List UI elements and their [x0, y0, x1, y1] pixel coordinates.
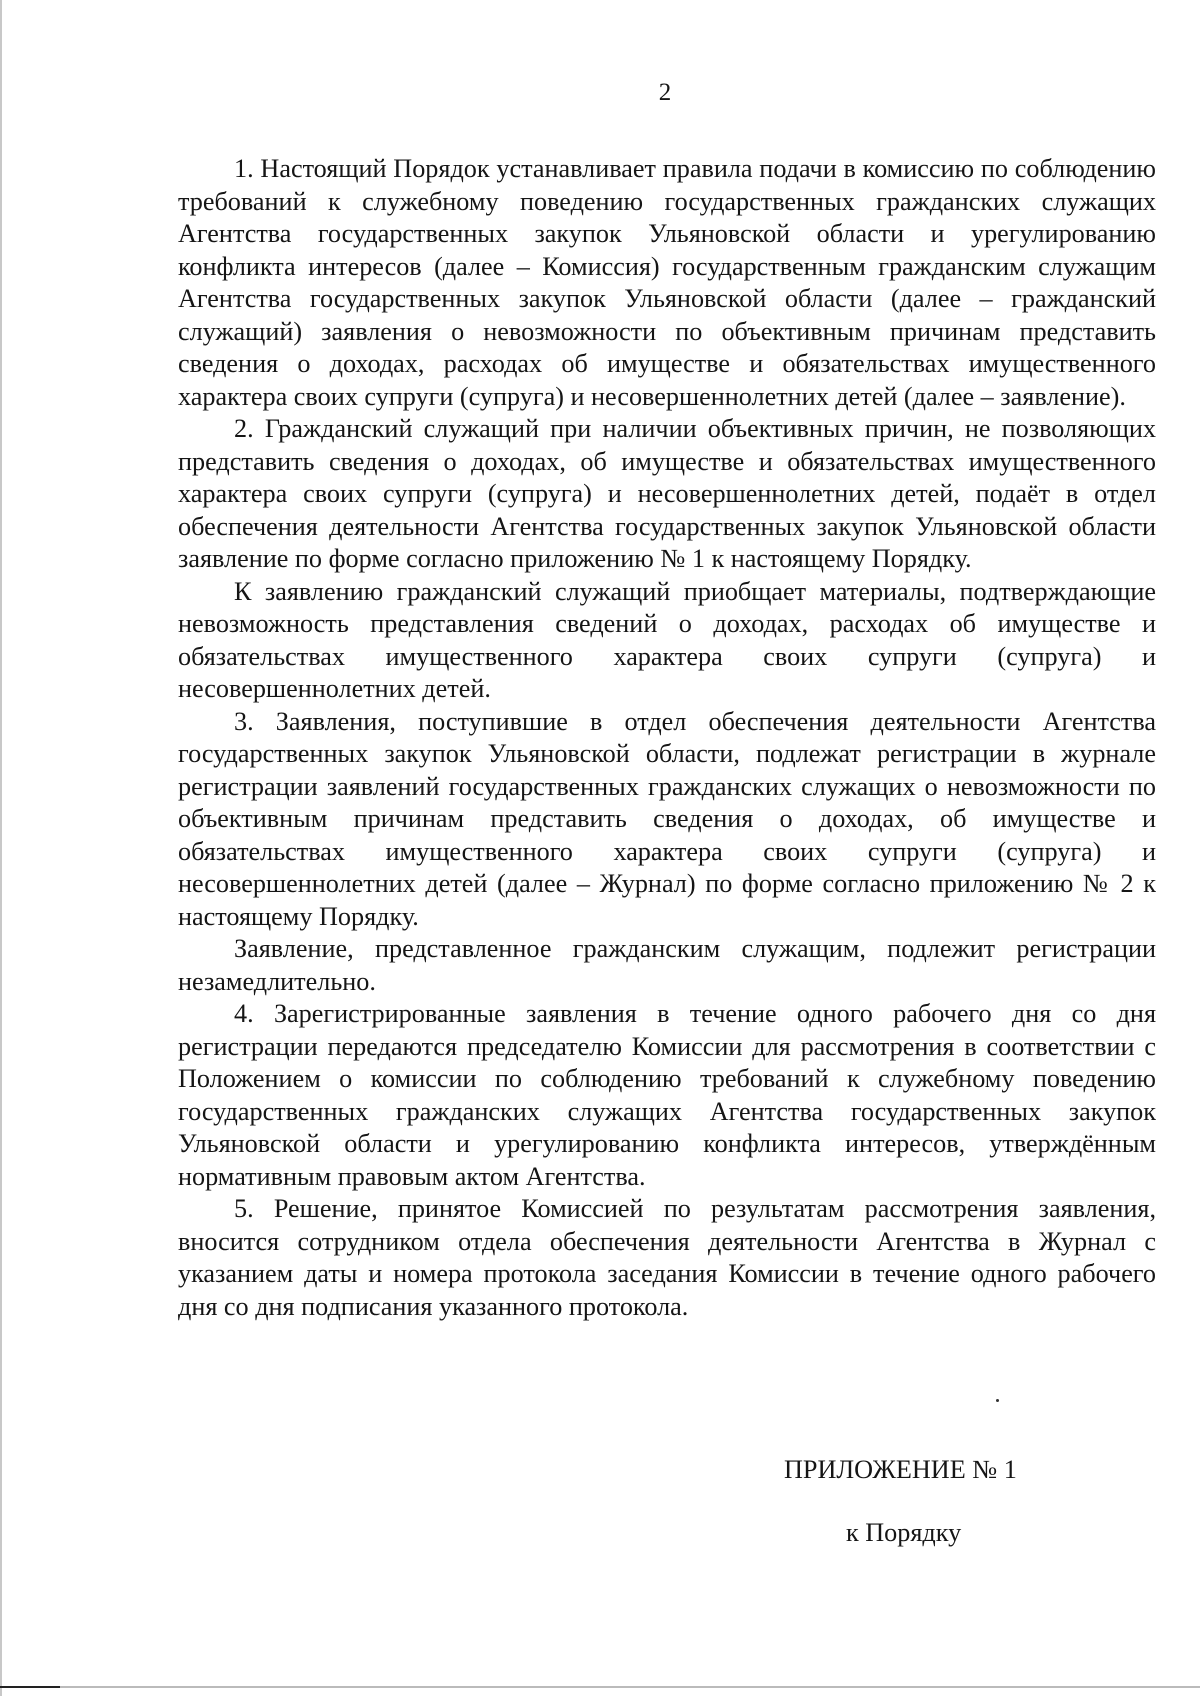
- paragraph-3-continuation: Заявление, представленное гражданским служащим, подлежит регистрации незамедлительно.: [178, 934, 1156, 996]
- appendix-subtitle: к Порядку: [846, 1518, 962, 1547]
- scan-speck: [996, 1399, 999, 1402]
- scan-bottom-edge: [0, 1686, 1200, 1688]
- paragraph-1: 1. Настоящий Порядок устанавливает правила подачи в комиссию по соблюдению требований к служебному поведению государственных гражданских служащих Агентства государственных закупок Ульяновской области и урегулированию конфликта интересов (далее – Комиссия) государственным гражданским служащим Агентства государственных закупок Ульяновской области (далее – гражданский служащий) заявления о невозможности по объективным причинам представить сведения о доходах, расходах об имуществе и обязательствах имущественного характера своих супруги (супруга) и несовершеннолетних детей (далее – заявление).: [178, 154, 1156, 411]
- paragraph-2-continuation: К заявлению гражданский служащий приобщает материалы, подтверждающие невозможность представления сведений о доходах, расходах об имуществе и обязательствах имущественного характера своих супруги (супруга) и несовершеннолетних детей.: [178, 576, 1156, 703]
- paragraph-3: 3. Заявления, поступившие в отдел обеспечения деятельности Агентства государственных закупок Ульяновской области, подлежат регистрации в журнале регистрации заявлений государственных гражданских служащих о невозможности по объективным причинам представить сведения о доходах, об имуществе и обязательствах имущественного характера своих супруги (супруга) и несовершеннолетних детей (далее – Журнал) по форме согласно приложению № 2 к настоящему Порядку.: [178, 706, 1156, 931]
- document-body: [178, 153, 1156, 1323]
- paragraph-4: 4. Зарегистрированные заявления в течение одного рабочего дня со дня регистрации передаются председателю Комиссии для рассмотрения в соответствии с Положением о комиссии по соблюдению требований к служебному поведению государственных гражданских служащих Агентства государственных закупок Ульяновской области и урегулированию конфликта интересов, утверждённым нормативным правовым актом Агентства.: [178, 999, 1156, 1191]
- paragraph-2: 2. Гражданский служащий при наличии объективных причин, не позволяющих представить сведения о доходах, об имуществе и обязательствах имущественного характера своих супруги (супруга) и несовершеннолетних детей, подаёт в отдел обеспечения деятельности Агентства государственных закупок Ульяновской области заявление по форме согласно приложению № 1 к настоящему Порядку.: [178, 414, 1156, 573]
- scan-left-edge: [0, 0, 2, 1696]
- appendix-title: ПРИЛОЖЕНИЕ № 1: [784, 1455, 1017, 1484]
- paragraph-5: 5. Решение, принятое Комиссией по результатам рассмотрения заявления, вносится сотрудником отдела обеспечения деятельности Агентства в Журнал с указанием даты и номера протокола заседания Комиссии в течение одного рабочего дня со дня подписания указанного протокола.: [178, 1194, 1156, 1321]
- page-number: 2: [658, 79, 672, 106]
